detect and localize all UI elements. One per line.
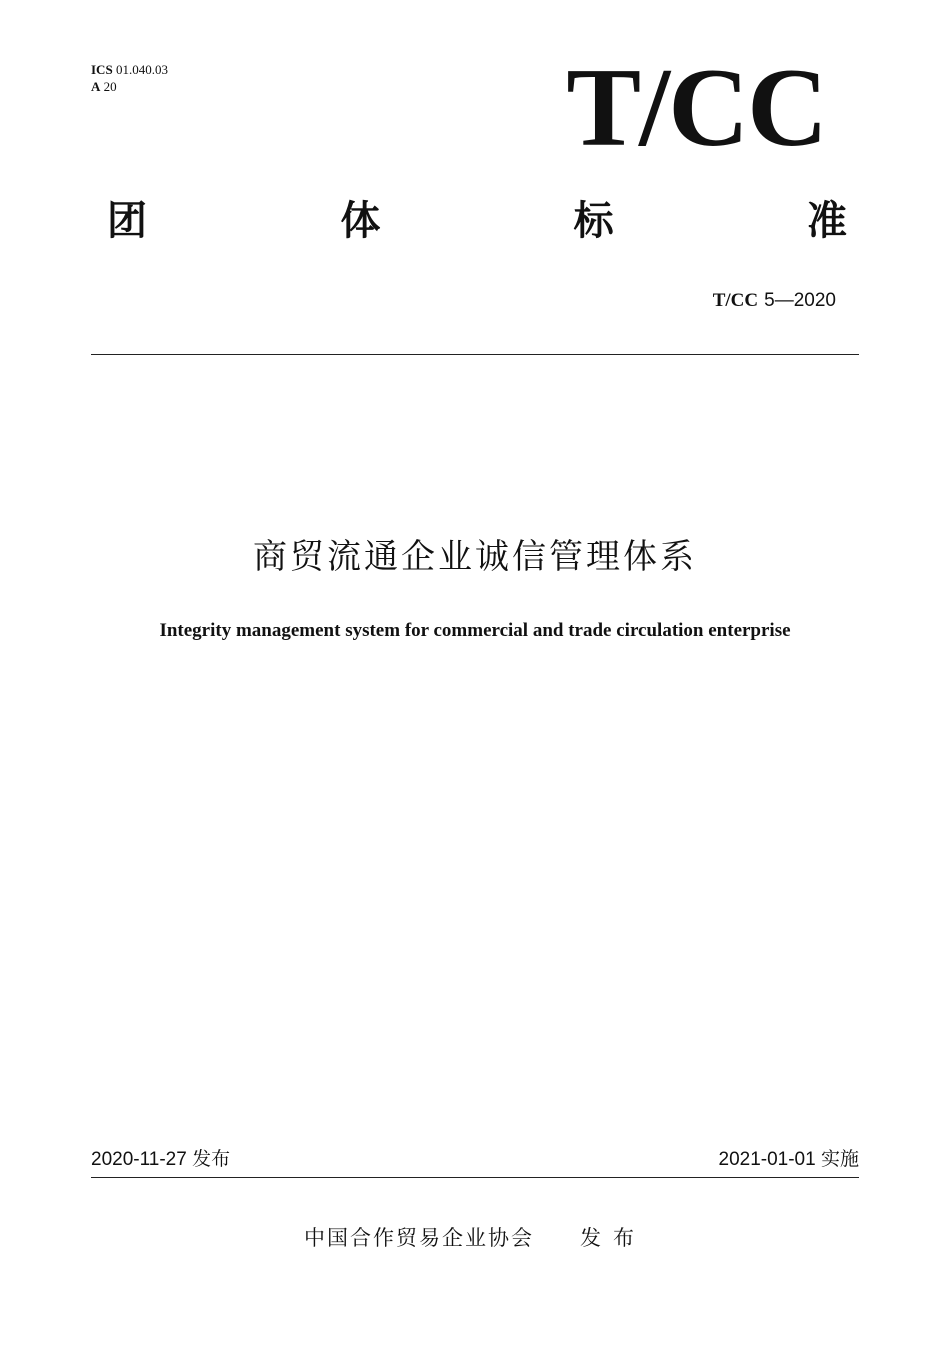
standard-type-char: 准 [806, 198, 847, 244]
ccs-label: A [91, 79, 101, 94]
issue-date-label: 发布 [192, 1148, 231, 1170]
standard-type-heading [107, 196, 847, 246]
standard-type-char: 团 [107, 198, 147, 244]
standard-number-prefix: T/CC [712, 290, 759, 311]
title-english: Integrity management system for commercial and trade circulation enterprise [159, 620, 791, 641]
implement-date [719, 1147, 860, 1172]
ccs-classification [91, 79, 117, 95]
header-divider [91, 354, 859, 355]
ics-code: 01.040.03 [115, 62, 168, 77]
standard-number-value: 5—2020 [764, 290, 836, 311]
ccs-code: 20 [103, 79, 117, 94]
standard-type-char: 标 [573, 198, 614, 244]
ics-classification [91, 62, 168, 78]
publisher-line [0, 1224, 950, 1252]
standard-type-char: 体 [340, 198, 381, 244]
issue-date [91, 1147, 230, 1172]
issue-date-value: 2020-11-27 [91, 1149, 187, 1170]
ics-label: ICS [91, 62, 113, 77]
footer-divider [91, 1177, 859, 1178]
implement-date-label: 实施 [820, 1148, 859, 1170]
title-chinese: 商贸流通企业诚信管理体系 [253, 537, 697, 577]
publisher-org: 中国合作贸易企业协会 [304, 1226, 534, 1250]
org-logo: T/CC [566, 46, 826, 170]
publisher-action: 发布 [580, 1226, 646, 1250]
standard-number [713, 288, 836, 313]
implement-date-value: 2021-01-01 [718, 1149, 816, 1170]
